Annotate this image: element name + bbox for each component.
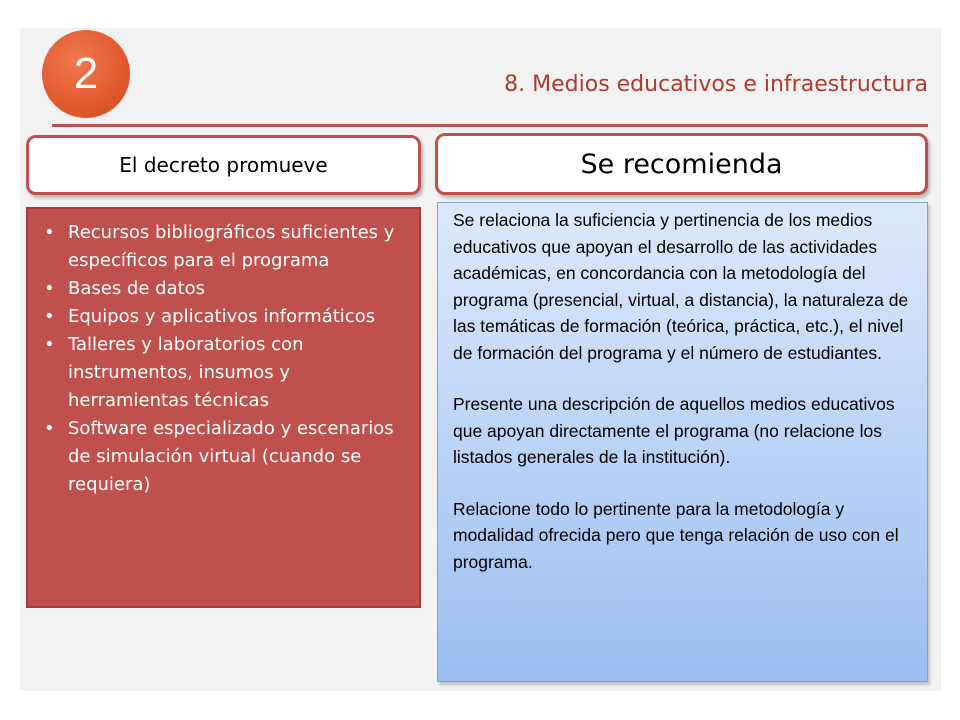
list-item bbox=[44, 331, 403, 415]
list-item bbox=[44, 415, 403, 499]
list-item bbox=[44, 303, 403, 331]
list-item-text: Talleres y laboratorios con instrumentos, insumos y herramientas técnicas bbox=[68, 334, 304, 411]
right-header-label: Se recomienda bbox=[580, 148, 783, 180]
decree-list bbox=[44, 219, 403, 499]
list-item bbox=[44, 219, 403, 275]
list-item-text: Software especializado y escenarios de simulación virtual (cuando se requiera) bbox=[68, 418, 394, 495]
section-number-badge bbox=[42, 30, 130, 118]
recommendation-paragraph: Presente una descripción de aquellos medios educativos que apoyan directamente el programa (no relacione los listados generales de la institución). bbox=[453, 394, 895, 467]
list-item-text: Bases de datos bbox=[68, 278, 206, 299]
decree-list-panel bbox=[26, 207, 421, 608]
bullet-icon: • bbox=[44, 418, 55, 439]
recommendation-panel bbox=[437, 202, 928, 682]
left-header-box bbox=[26, 135, 421, 195]
right-header-box bbox=[435, 133, 928, 195]
section-number: 2 bbox=[73, 49, 99, 98]
bullet-icon: • bbox=[44, 222, 55, 243]
bullet-icon: • bbox=[44, 334, 55, 355]
title-divider bbox=[52, 124, 928, 127]
left-header-label: El decreto promueve bbox=[119, 153, 328, 177]
bullet-icon: • bbox=[44, 278, 55, 299]
recommendation-paragraph: Se relaciona la suficiencia y pertinencia de los medios educativos que apoyan el desarrollo de las actividades académicas, en concordancia con la metodología del programa (presencial, virtual, a distancia), la naturaleza de las temáticas de formación (teórica, práctica, etc.), el nivel de formación del programa y el número de estudiantes. bbox=[453, 210, 909, 363]
slide-title: 8. Medios educativos e infraestructura bbox=[504, 72, 928, 97]
list-item bbox=[44, 275, 403, 303]
list-item-text: Equipos y aplicativos informáticos bbox=[68, 306, 376, 327]
bullet-icon: • bbox=[44, 306, 55, 327]
list-item-text: Recursos bibliográficos suficientes y específicos para el programa bbox=[68, 222, 395, 271]
recommendation-paragraph: Relacione todo lo pertinente para la metodología y modalidad ofrecida pero que tenga relación de uso con el programa. bbox=[453, 498, 899, 572]
